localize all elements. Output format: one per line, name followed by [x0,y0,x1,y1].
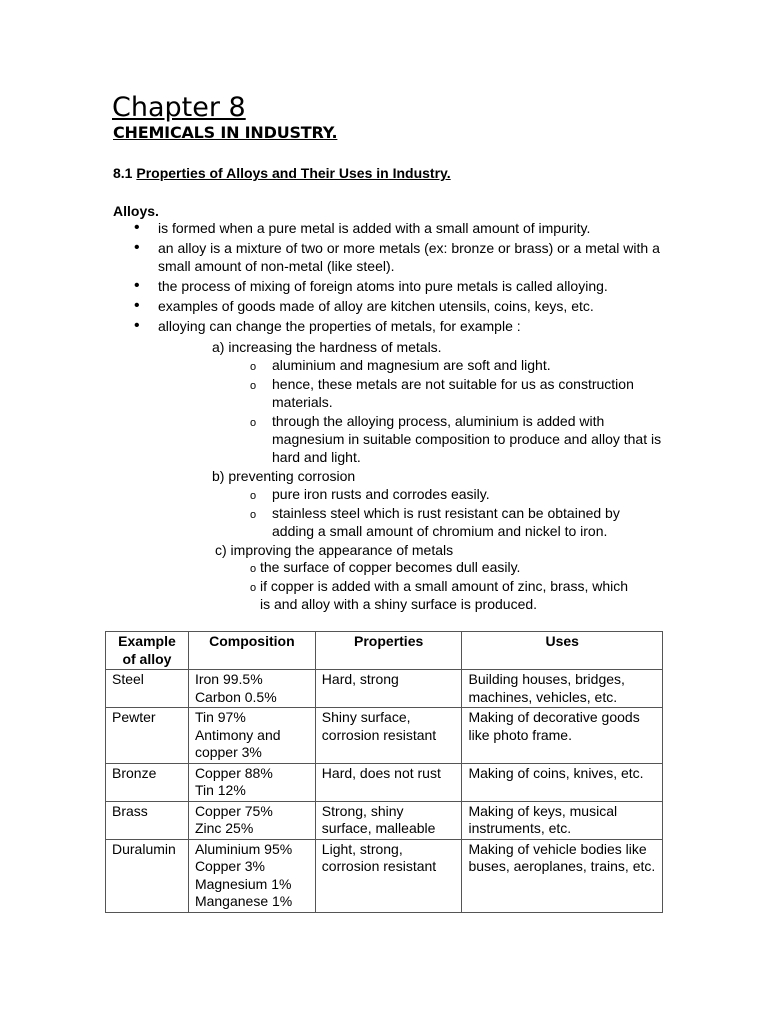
section-number: 8.1 [113,165,133,181]
cell-properties: Strong, shiny surface, malleable [315,801,462,839]
sub-c-heading: c) improving the appearance of metals [215,542,454,558]
cell-alloy: Steel [106,670,189,708]
sub-a-item: o aluminium and magnesium are soft and light. [250,356,670,374]
cell-alloy: Bronze [106,763,189,801]
cell-uses: Making of vehicle bodies like buses, aeroplanes, trains, etc. [462,839,663,912]
cell-alloy: Pewter [106,708,189,764]
table-row [106,763,663,801]
sub-a-heading: a) increasing the hardness of metals. [212,339,442,355]
cell-properties: Shiny surface, corrosion resistant [315,708,462,764]
cell-uses: Making of decorative goods like photo frame. [462,708,663,764]
cell-uses: Making of coins, knives, etc. [462,763,663,801]
table-row [106,708,663,764]
header-composition: Composition [188,632,315,670]
table-row [106,839,663,912]
sub-c-item: o if copper is added with a small amount of zinc, brass, which is and alloy with a shiny surface is produced. [250,577,630,613]
header-example: Example of alloy [106,632,189,670]
chapter-heading: Chapter 8 [112,92,246,123]
cell-properties: Light, strong, corrosion resistant [315,839,462,912]
sub-c-item: o the surface of copper becomes dull easily. [250,558,630,576]
table-row [106,801,663,839]
sub-a-item: o hence, these metals are not suitable for us as construction materials. [250,375,670,411]
cell-composition: Copper 75% Zinc 25% [188,801,315,839]
sub-b-list [250,485,660,541]
cell-alloy: Duralumin [106,839,189,912]
bullet-item: • examples of goods made of alloy are kitchen utensils, coins, keys, etc. [112,297,672,315]
cell-uses: Making of keys, musical instruments, etc. [462,801,663,839]
sub-a-list [250,356,670,467]
table-row [106,670,663,708]
cell-alloy: Brass [106,801,189,839]
cell-composition: Aluminium 95% Copper 3% Magnesium 1% Manganese 1% [188,839,315,912]
cell-composition: Copper 88% Tin 12% [188,763,315,801]
sub-c-list [250,558,630,614]
sub-b-heading: b) preventing corrosion [212,468,356,484]
cell-uses: Building houses, bridges, machines, vehicles, etc. [462,670,663,708]
sub-a-item: o through the alloying process, aluminium is added with magnesium in suitable composition to produce and alloy that is hard and light. [250,412,670,466]
bullet-item: • an alloy is a mixture of two or more metals (ex: bronze or brass) or a metal with a small amount of non-metal (like steel). [112,239,672,275]
cell-properties: Hard, strong [315,670,462,708]
alloy-bullet-list [112,219,672,337]
bullet-item: • the process of mixing of foreign atoms into pure metals is called alloying. [112,277,672,295]
cell-composition: Tin 97% Antimony and copper 3% [188,708,315,764]
bullet-item: • is formed when a pure metal is added with a small amount of impurity. [112,219,672,237]
page-title: CHEMICALS IN INDUSTRY. [113,123,338,142]
section-heading [113,164,451,182]
header-uses: Uses [462,632,663,670]
cell-composition: Iron 99.5% Carbon 0.5% [188,670,315,708]
cell-properties: Hard, does not rust [315,763,462,801]
sub-b-item: o pure iron rusts and corrodes easily. [250,485,660,503]
bullet-item: • alloying can change the properties of metals, for example : [112,317,672,335]
sub-b-item: o stainless steel which is rust resistant can be obtained by adding a small amount of chromium and nickel to iron. [250,504,660,540]
table-header-row [106,632,663,670]
alloys-table [105,631,663,913]
header-properties: Properties [315,632,462,670]
alloys-label: Alloys. [113,203,159,219]
section-title: Properties of Alloys and Their Uses in Industry. [136,165,451,181]
